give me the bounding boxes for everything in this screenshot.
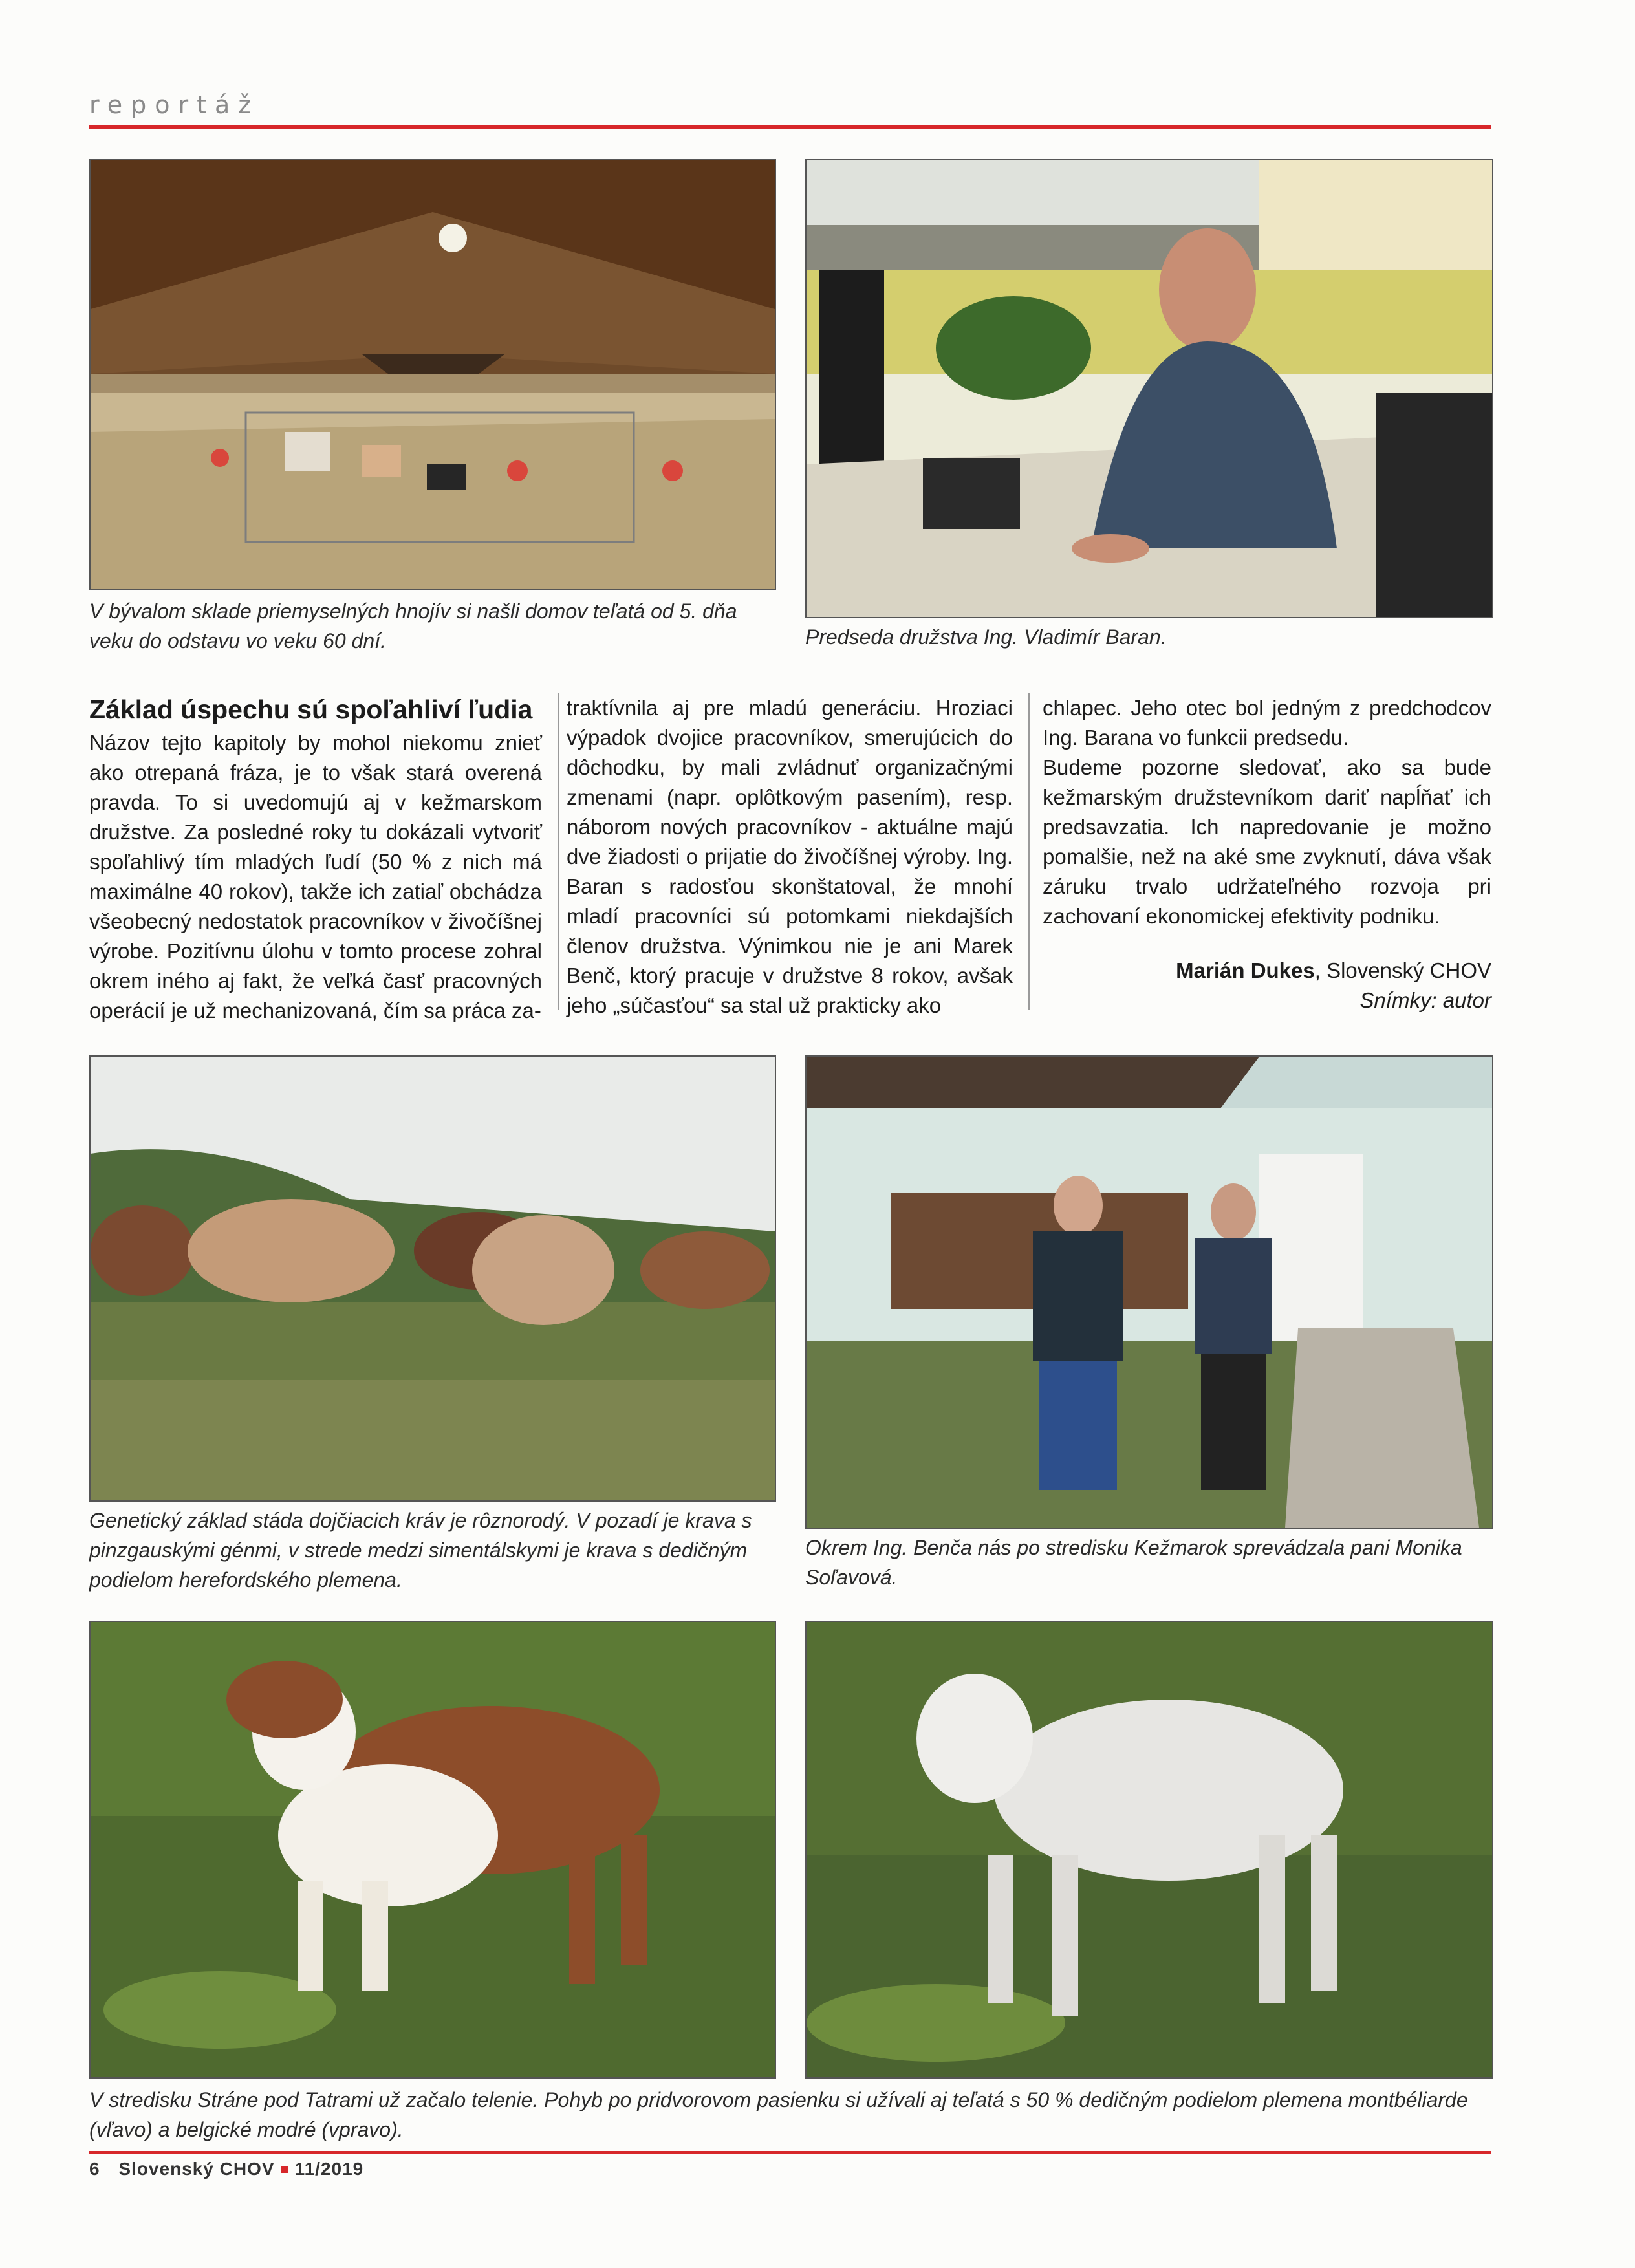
column-divider: [558, 693, 559, 1010]
belgian-blue-calf-photo: [805, 1621, 1493, 2079]
issue-number: 11/2019: [294, 2159, 364, 2179]
calf-barn-photo: [89, 159, 776, 590]
footer-dot: [281, 2166, 288, 2173]
section-label: reportáž: [89, 91, 260, 119]
staff-caption: Okrem Ing. Benča nás po stredisku Kežmarok sprevádzala pani Monika Soľavová.: [805, 1536, 1462, 1589]
page-number: 6: [89, 2159, 100, 2179]
article-heading: Základ úspechu sú spoľahliví ľudia: [89, 695, 533, 724]
calf-barn-caption: V bývalom sklade priemyselných hnojív si našli domov teľatá od 5. dňa veku do odstavu vo veku 60 dní.: [89, 599, 737, 653]
photo-credit: Snímky: autor: [1359, 988, 1491, 1012]
article-paragraph-1: Názov tejto kapitoly by mohol niekomu znieť ako otrepaná fráza, je to však stará overená pravda. To si uvedomujú aj v kežmarskom družstve. Za posledné roky tu dokázali vytvoriť spoľahlivý tím mladých ľudí (50 % z nich má maximálne 40 rokov), takže ich zatiaľ obchádza všeobecný nedostatok pracovníkov v živočíšnej výrobe. Pozitívnu úlohu v tomto procese zohral okrem iného aj fakt, že veľká časť pracovných operácií je už mechanizovaná, čím sa práca za-: [89, 731, 542, 1022]
cows-pasture-caption: Genetický základ stáda dojčiacich kráv je rôznorodý. V pozadí je krava s pinzgauskými génmi, v strede medzi simentálskymi je krava s dedičným podielom herefordského plemena.: [89, 1509, 752, 1592]
chairman-caption: Predseda družstva Ing. Vladimír Baran.: [805, 625, 1167, 649]
article-paragraph-2: traktívnila aj pre mladú generáciu. Hroziaci výpadok dvojice pracovníkov, smerujúcich do dôchodku, by mali zvládnuť organizačnými zmenami (napr. oplôtkovým pasením), resp. náborom nových pracovníkov - aktuálne majú dve žiadosti o prijatie do živočíšnej výroby. Ing. Baran s radosťou skonštatoval, že mnohí mladí pracovníci sú potomkami niekdajších členov družstva. Výnimkou nie je ani Marek Benč, ktorý pracuje v družstve 8 rokov, avšak jeho „súčasťou“ sa stal už prakticky ako: [567, 696, 1013, 1017]
staff-photo: [805, 1055, 1493, 1529]
magazine-name: Slovenský CHOV: [118, 2159, 275, 2179]
article-paragraph-3: chlapec. Jeho otec bol jedným z predchodcov Ing. Barana vo funkcii predsedu.: [1043, 696, 1491, 750]
article-column-1: [89, 693, 542, 1026]
article-column-3: [1043, 693, 1491, 1015]
header-rule: [89, 125, 1491, 129]
montbeliarde-calf-photo: [89, 1621, 776, 2079]
article-paragraph-4: Budeme pozorne sledovať, ako sa bude kežmarským družstevníkom dariť napĺňať ich predsavzatia. Ich napredovanie je možno pomalšie, než na aké sme zvyknutí, dáva však záruku trvalo udržateľného rozvoja pri zachovaní ekonomickej efektivity podniku.: [1043, 755, 1491, 928]
article-byline: [1043, 956, 1491, 1015]
cows-pasture-photo: [89, 1055, 776, 1502]
calves-caption: V stredisku Stráne pod Tatrami už začalo telenie. Pohyb po pridvorovom pasienku si užívali aj teľatá s 50 % dedičným podielom plemena montbéliarde (vľavo) a belgické modré (vpravo).: [89, 2088, 1468, 2141]
column-divider: [1028, 693, 1030, 1010]
author-name: Marián Dukes: [1176, 958, 1315, 982]
author-org: , Slovenský CHOV: [1314, 958, 1491, 982]
page-footer: [89, 2159, 363, 2179]
footer-rule: [89, 2151, 1491, 2154]
article-column-2: [567, 693, 1013, 1021]
chairman-photo: [805, 159, 1493, 618]
